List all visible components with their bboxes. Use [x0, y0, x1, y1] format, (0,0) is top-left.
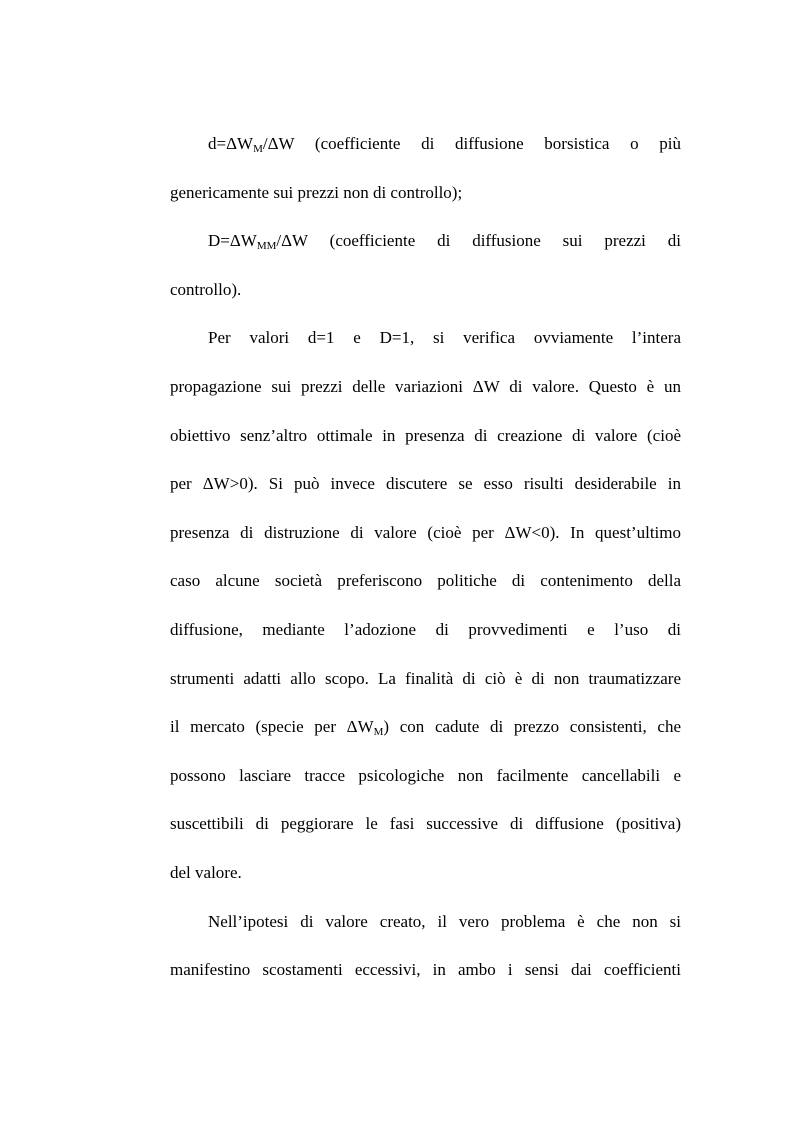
body-text — [170, 126, 681, 1001]
text-line: Nell’ipotesi di valore creato, il vero problema è che non si — [208, 911, 681, 931]
text-line: suscettibili di peggiorare le fasi successive di diffusione (positiva) — [170, 814, 681, 834]
text-line: il mercato (specie per $\Delta W_M$) con cadute di prezzo consistenti, che — [170, 717, 681, 739]
text-line: $D=\Delta W_{MM}/\Delta W$ (coefficiente di diffusione sui prezzi di — [208, 231, 681, 253]
text-line: manifestino scostamenti eccessivi, in ambo i sensi dai coefficienti — [170, 960, 681, 980]
text-line: strumenti adatti allo scopo. La finalità di ciò è di non traumatizzare — [170, 668, 681, 688]
text-line: presenza di distruzione di valore (cioè per ΔW<0). In quest’ultimo — [170, 522, 681, 542]
text-line: possono lasciare tracce psicologiche non facilmente cancellabili e — [170, 765, 681, 785]
text-line: controllo). — [170, 279, 242, 299]
text-line: del valore. — [170, 862, 242, 882]
text-line: Per valori d=1 e D=1, si verifica ovviamente l’intera — [208, 328, 681, 348]
text-line: genericamente sui prezzi non di controllo); — [170, 182, 463, 202]
text-line: diffusione, mediante l’adozione di provvedimenti e l’uso di — [170, 619, 681, 639]
text-line: per ΔW>0). Si può invece discutere se esso risulti desiderabile in — [170, 474, 681, 494]
text-line: caso alcune società preferiscono politiche di contenimento della — [170, 571, 681, 591]
text-line: propagazione sui prezzi delle variazioni ΔW di valore. Questo è un — [170, 376, 681, 396]
text-line: $d=\Delta W_M/\Delta W$ (coefficiente di diffusione borsistica o più — [208, 134, 681, 155]
text-line: obiettivo senz’altro ottimale in presenza di creazione di valore (cioè — [170, 425, 681, 445]
